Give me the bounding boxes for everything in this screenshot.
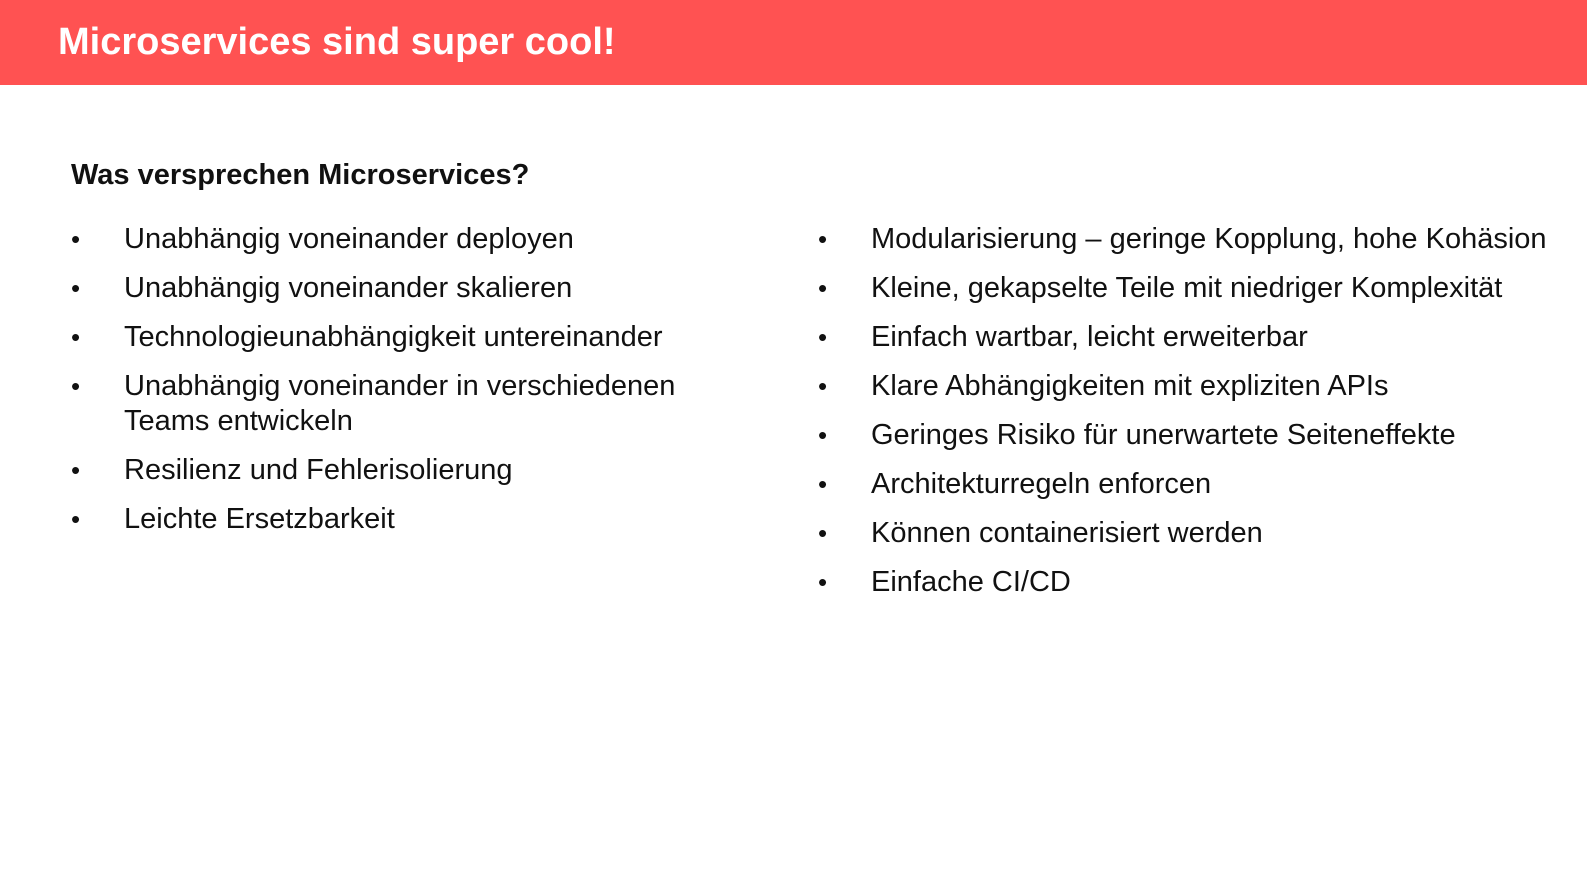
bullet-text: Technologieunabhängigkeit untereinander: [124, 321, 663, 353]
bullet-icon: •: [818, 518, 828, 548]
bullet-text: Können containerisiert werden: [871, 517, 1263, 549]
title-bar: [0, 0, 1587, 85]
bullet-icon: •: [71, 322, 81, 352]
bullet-icon: •: [71, 371, 81, 401]
bullet-text: Architekturregeln enforcen: [871, 468, 1212, 500]
bullet-icon: •: [71, 455, 81, 485]
bullet-item: [71, 222, 761, 257]
section-heading: Was versprechen Microservices?: [71, 159, 530, 191]
bullet-item: [818, 418, 1578, 453]
bullet-text: Klare Abhängigkeiten mit expliziten APIs: [871, 370, 1389, 402]
bullet-text: Geringes Risiko für unerwartete Seiteneffekte: [871, 419, 1456, 451]
bullet-text: Modularisierung – geringe Kopplung, hohe Kohäsion: [871, 223, 1547, 255]
bullet-text: Leichte Ersetzbarkeit: [124, 503, 395, 535]
bullet-text: Einfach wartbar, leicht erweiterbar: [871, 321, 1308, 353]
bullet-icon: •: [71, 504, 81, 534]
bullet-item: [818, 320, 1578, 355]
bullet-item: [71, 271, 761, 306]
bullet-item: [818, 565, 1578, 600]
bullet-text: Unabhängig voneinander deployen: [124, 223, 574, 255]
bullet-text: Kleine, gekapselte Teile mit niedriger Komplexität: [871, 272, 1503, 304]
bullet-item: [71, 320, 761, 355]
bullet-item: [818, 369, 1578, 404]
bullet-text: Unabhängig voneinander in verschiedenen Teams entwickeln: [124, 370, 676, 437]
bullet-icon: •: [818, 224, 828, 254]
bullet-text: Resilienz und Fehlerisolierung: [124, 454, 513, 486]
bullet-icon: •: [818, 322, 828, 352]
bullet-item: [71, 453, 761, 488]
left-bullet-list: [71, 222, 761, 551]
right-bullet-list: [818, 222, 1578, 614]
bullet-item: [71, 369, 761, 439]
bullet-icon: •: [818, 567, 828, 597]
bullet-icon: •: [818, 371, 828, 401]
bullet-icon: •: [818, 469, 828, 499]
bullet-item: [818, 271, 1578, 306]
bullet-icon: •: [71, 224, 81, 254]
bullet-icon: •: [71, 273, 81, 303]
bullet-item: [818, 516, 1578, 551]
bullet-text: Einfache CI/CD: [871, 566, 1071, 598]
bullet-item: [818, 467, 1578, 502]
bullet-item: [71, 502, 761, 537]
bullet-icon: •: [818, 273, 828, 303]
bullet-text: Unabhängig voneinander skalieren: [124, 272, 573, 304]
slide-title: Microservices sind super cool!: [58, 21, 616, 63]
bullet-item: [818, 222, 1578, 257]
bullet-icon: •: [818, 420, 828, 450]
